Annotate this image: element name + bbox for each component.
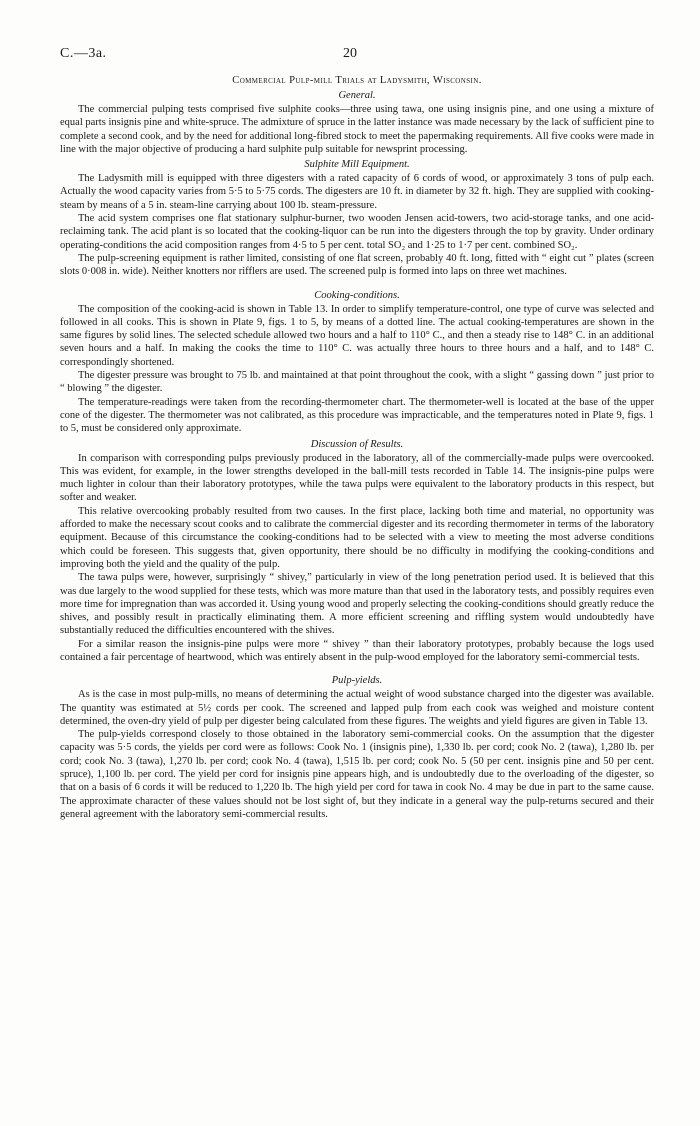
section-discussion-of-results xyxy=(60,438,654,665)
paragraph: As is the case in most pulp-mills, no means of determining the actual weight of wood substance charged into the digester was available. The quantity was estimated at 5½ cords per cook. The screened and lapped pulp from each cook was weighed and moisture content determined, the oven-dry yield of pulp per digester being calculated from these figures. The weights and yield figures are given in Table 13. xyxy=(60,689,654,727)
page-number: 20 xyxy=(343,46,357,61)
section-heading: General. xyxy=(338,90,376,101)
section-general xyxy=(60,89,654,156)
paragraph: The pulp-screening equipment is rather limited, consisting of one flat screen, probably 40 ft. long, fitted with “ eight cut ” plates (screen slots 0·008 in. wide). Neither knotters nor rifflers are used. The screened pulp is formed into laps on three wet machines. xyxy=(60,252,654,278)
section-heading: Pulp-yields. xyxy=(331,675,383,687)
paragraph: The Ladysmith mill is equipped with three digesters with a rated capacity of 6 cords of wood, or approximately 3 tons of pulp each. Actually the wood capacity varies from 5·5 to 5·75 cords. The digesters are 10 ft. in diameter by 32 ft. high. They are supplied with cooking-steam by means of a 5 in. steam-line carrying about 100 lb. steam-pressure. xyxy=(60,173,654,211)
paragraph: The pulp-yields correspond closely to those obtained in the laboratory semi-commercial cooks. On the assumption that the digester capacity was 5·5 cords, the yields per cord were as follows: Cook No. 1 (insignis pine), 1,330 lb. per cord; cook No. 2 (tawa), 1,280 lb. per cord; cook No. 3 (tawa), 1,270 lb. per cord; cook No. 4 (tawa), 1,515 lb. per cord; cook No. 5 (50 per cent. insignis pine and 50 per cent. spruce), 1,100 lb. per cord. The yield per cord for insignis pine appears high, and is undoubtedly due to the overloading of the digester, so that on a basis of 6 cords it will be reduced to 1,220 lb. The high yield per cord for tawa in cook No. 4 may be due in part to the same cause. The approximate character of these values should not be lost sight of, but they indicate in a general way the pulp-returns secured and their general agreement with the laboratory semi-commercial results. xyxy=(60,729,654,820)
paragraph: The commercial pulping tests comprised five sulphite cooks—three using tawa, one using insignis pine, and one using a mixture of equal parts insignis pine and white-spruce. The admixture of spruce in the latter instance was made necessary by the lack of sufficient pine to complete a second cook, and by the need for additional long-fibred stock to meet the papermaking requirements. All five cooks were made in line with the major objective of producing a hard sulphite pulp suitable for newsprint processing. xyxy=(60,104,654,155)
section-pulp-yields xyxy=(60,674,654,821)
paragraph: The digester pressure was brought to 75 lb. and maintained at that point throughout the cook, with a slight “ gassing down ” just prior to “ blowing ” the digester. xyxy=(60,370,654,395)
paragraph: The acid system comprises one flat stationary sulphur-burner, two wooden Jensen acid-towers, two acid-storage tanks, and one acid-reclaiming tank. The acid plant is so located that the cooking-liquor can be run into the digesters through the top by gravity. Under ordinary operating-conditions the acid composition ranges from 4·5 to 5 per cent. total SO₂ and 1·25 to 1·7 per cent. combined SO₂. xyxy=(60,213,654,251)
section-heading: Discussion of Results. xyxy=(310,438,404,450)
section-heading: Sulphite Mill Equipment. xyxy=(304,159,410,171)
document-body xyxy=(60,74,654,821)
paragraph: This relative overcooking probably resulted from two causes. In the first place, lacking both time and material, no opportunity was afforded to make the necessary scout cooks and to calibrate the commercial digester and its recording thermometer in terms of the laboratory equipment. Because of this circumstance the cooking-conditions had to be selected with a view to meeting the most adverse conditions which could be foreseen. This suggests that, given opportunity, there should be no difficulty in modifying the cooking-conditions and improving both the yield and the quality of the pulp. xyxy=(60,505,654,570)
document-reference: C.—3a. xyxy=(60,46,107,61)
paragraph: The composition of the cooking-acid is shown in Table 13. In order to simplify temperature-control, one type of curve was selected and followed in all cooks. This is shown in Plate 9, figs. 1 to 5, by means of a dotted line. The actual cooking-temperatures are shown in the same figures by solid lines. The selected schedule allowed two hours and a half to 110° C., and then a steady rise to 148° C. in an additional seven hours and a half. In making the cooks the time to 110° C. was actually three hours to three hours and a half, and to 148° C. correspondingly shortened. xyxy=(60,303,654,368)
paragraph: For a similar reason the insignis-pine pulps were more “ shivey ” than their laboratory prototypes, probably because the logs used contained a fair percentage of heartwood, which was entirely absent in the pulp-wood employed for the laboratory semi-commercial tests. xyxy=(60,638,654,663)
report-title: Commercial Pulp-mill Trials at Ladysmith, Wisconsin. xyxy=(232,75,482,86)
section-sulphite-mill-equipment xyxy=(60,158,654,278)
section-heading: Cooking-conditions. xyxy=(314,289,400,301)
paragraph: The tawa pulps were, however, surprisingly “ shivey,” particularly in view of the long penetration period used. It is believed that this was due largely to the wood supplied for these tests, which was more mature than that used in the laboratory tests, and possibly requires even more time for impregnation than was accorded it. Using young wood and properly selecting the cooking-conditions should greatly reduce the shives, and possibly result in practically eliminating them. A more efficient screening and riffling system would undoubtedly have substantially reduced the difficulties encountered with the shives. xyxy=(60,572,654,637)
paragraph: The temperature-readings were taken from the recording-thermometer chart. The thermometer-well is located at the base of the upper cone of the digester. The thermometer was not calibrated, as this procedure was impracticable, and the temperatures noted in Plate 9, figs. 1 to 5, must be considered only approximate. xyxy=(60,396,654,435)
section-cooking-conditions xyxy=(60,289,654,436)
paragraph: In comparison with corresponding pulps previously produced in the laboratory, all of the commercially-made pulps were overcooked. This was evident, for example, in the lower strengths developed in the ball-mill tests recorded in Table 14. The insignis-pine pulps were much lighter in colour than their laboratory prototypes, while the tawa pulps were equivalent to the laboratory products in this respect, but softer and weaker. xyxy=(60,452,654,504)
